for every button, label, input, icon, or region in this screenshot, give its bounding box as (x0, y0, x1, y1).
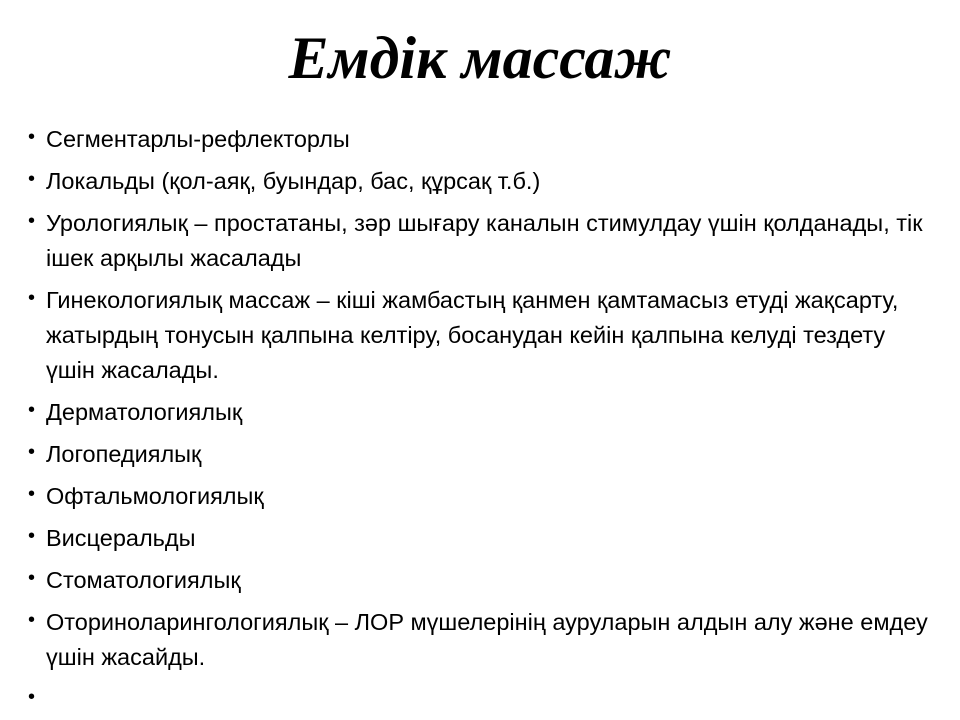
bullet-marker: • (28, 567, 36, 589)
bullet-text: Локальды (қол-аяқ, буындар, бас, құрсақ т.б.) (46, 168, 541, 194)
bullet-marker: • (28, 126, 36, 148)
bullet-item (28, 122, 928, 157)
bullet-marker: • (28, 441, 36, 463)
bullet-text: Висцеральды (46, 525, 196, 551)
bullet-text: Сегментарлы-рефлекторлы (46, 126, 350, 152)
bullet-marker: • (28, 525, 36, 547)
bullet-marker: • (28, 168, 36, 190)
bullet-text: Стоматологиялық (46, 567, 241, 593)
bullet-item (28, 521, 928, 556)
bullet-item (28, 206, 928, 276)
bullet-item (28, 395, 928, 430)
bullet-item (28, 437, 928, 472)
bullet-text: Дерматологиялық (46, 399, 243, 425)
bullet-marker: • (28, 483, 36, 505)
bullet-marker: • (28, 399, 36, 421)
bullet-text: Логопедиялық (46, 441, 202, 467)
bullet-text: Гинекологиялық массаж – кіші жамбастың қанмен қамтамасыз етуді жақсарту, жатырдың тонусын қалпына келтіру, босанудан кейін қалпына келуді тездету үшін жасалады. (46, 287, 899, 383)
bullet-list (28, 122, 928, 708)
bullet-item (28, 563, 928, 598)
bullet-item (28, 605, 928, 675)
bullet-item (28, 164, 928, 199)
bullet-item (28, 283, 928, 388)
bullet-marker: • (28, 287, 36, 309)
bullet-marker: • (28, 210, 36, 232)
bullet-marker: • (28, 609, 36, 631)
bullet-text: Оториноларингологиялық – ЛОР мүшелерінің ауруларын алдын алу және емдеу үшін жасайды. (46, 609, 928, 670)
slide-title: Емдік массаж (288, 25, 672, 91)
bullet-item (28, 479, 928, 514)
bullet-text: Урологиялық – простатаны, зәр шығару каналын стимулдау үшін қолданады, тік ішек арқылы жасалады (46, 210, 923, 271)
bullet-marker: • (28, 686, 36, 708)
bullet-text: Офтальмологиялық (46, 483, 264, 509)
